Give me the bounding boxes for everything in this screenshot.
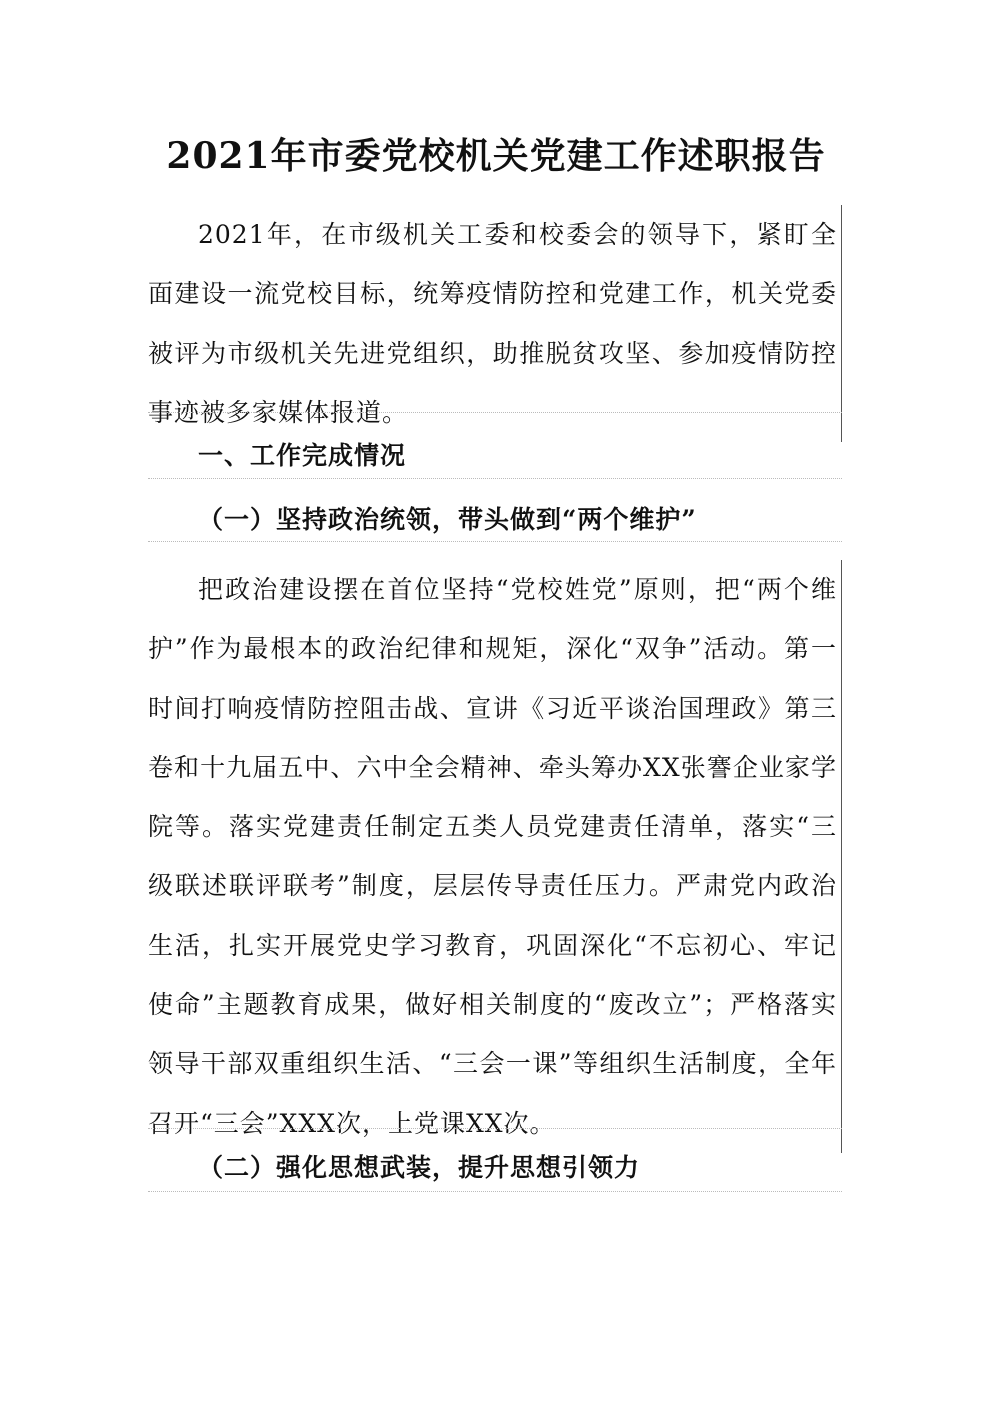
intro-paragraph-block [148,205,842,442]
subsection-1-heading: （一）坚持政治统领，带头做到“两个维护” [198,505,697,534]
subsection-1-paragraph: 把政治建设摆在首位坚持“党校姓党”原则，把“两个维护”作为最根本的政治纪律和规矩，深化“双争”活动。第一时间打响疫情防控阻击战、宣讲《习近平谈治国理政》第三卷和十九届五中、六中全会精神、牵头筹办XX张謇企业家学院等。落实党建责任制定五类人员党建责任清单，落实“三级联述联评联考”制度，层层传导责任压力。严肃党内政治生活，扎实开展党史学习教育，巩固深化“不忘初心、牢记使命”主题教育成果，做好相关制度的“废改立”；严格落实领导干部双重组织生活、“三会一课”等组织生活制度，全年召开“三会”XXX次，上党课XX次。 [148,560,842,1153]
section-heading-block [148,426,842,485]
section-1-heading: 一、工作完成情况 [198,441,407,470]
dotted-divider [148,412,842,413]
intro-paragraph: 2021年，在市级机关工委和校委会的领导下，紧盯全面建设一流党校目标，统筹疫情防控和党建工作，机关党委被评为市级机关先进党组织，助推脱贫攻坚、参加疫情防控事迹被多家媒体报道。 [148,205,842,442]
subsection-2-heading: （二）强化思想武装，提升思想引领力 [198,1153,641,1182]
subsection-heading-block [148,1138,842,1197]
document-title: 2021年市委党校机关党建工作述职报告 [166,135,826,177]
dotted-divider [148,478,842,479]
dotted-divider [148,541,842,542]
dotted-divider [148,1128,842,1129]
dotted-divider [148,1191,842,1192]
subsection-1-paragraph-block [148,560,842,1153]
